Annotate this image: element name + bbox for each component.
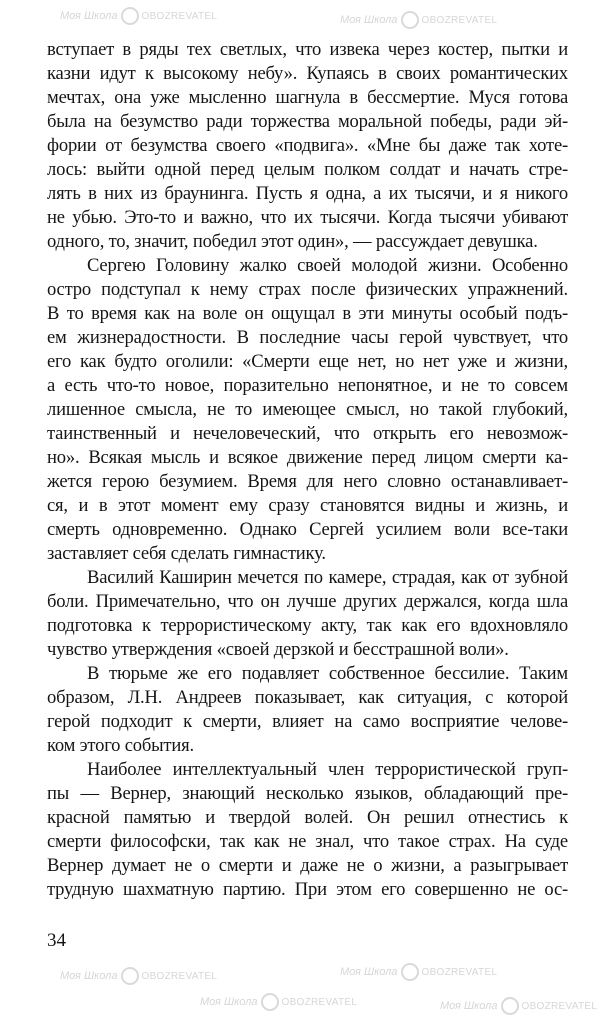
text-line: образом, Л.Н. Андреев показывает, как ситуация, с которой <box>47 687 568 708</box>
text-line: герой подходит к смерти, влияет на само восприятие челове- <box>47 711 568 732</box>
text-line: В то время как на воле он ощущал в эти минуты особый подъ- <box>47 303 568 324</box>
page-number: 34 <box>47 930 66 951</box>
text-line: была на безумство ради торжества моральной победы, ради эй- <box>47 111 568 132</box>
watermark-school-text: Моя Школа <box>340 14 398 26</box>
text-line: таинственный и нечеловеческий, что открыть его невозмож- <box>47 423 568 444</box>
text-line: вступает в ряды тех светлых, что извека через костер, пытки и <box>47 39 568 60</box>
text-line: а есть что-то новое, поразительно непонятное, и не то совсем <box>47 375 568 396</box>
watermark-brand-text: OBOZREVATEL <box>421 15 498 26</box>
watermark-school-text: Моя Школа <box>200 996 258 1008</box>
watermark-brand-text: OBOZREVATEL <box>141 11 218 22</box>
text-line: его как будто оголили: «Смерти еще нет, но нет уже и жизни, <box>47 351 568 372</box>
text-line: Василий Каширин мечется по камере, страдая, как от зубной <box>87 567 568 588</box>
watermark-brand-text: OBOZREVATEL <box>421 967 498 978</box>
watermark <box>440 996 597 1017</box>
text-line: ем жизнерадостности. В последние часы герой чувствует, что <box>47 327 568 348</box>
body-text <box>47 38 568 902</box>
text-line: смерть одновременно. Однако Сергей усилием воли все-таки <box>47 519 568 540</box>
watermark <box>340 962 497 983</box>
watermark <box>60 6 217 27</box>
text-line: трудную шахматную партию. При этом его совершенно не ос- <box>47 879 568 900</box>
text-line: пы — Вернер, знающий несколько языков, обладающий пре- <box>47 783 568 804</box>
watermark-school-text: Моя Школа <box>440 1000 498 1012</box>
watermark-brand-text: OBOZREVATEL <box>141 971 218 982</box>
text-line: фории от безумства своего «подвига». «Мне бы даже так хоте- <box>47 135 568 156</box>
watermark-logo-icon <box>501 997 519 1015</box>
watermark-brand-text: OBOZREVATEL <box>521 1001 598 1012</box>
text-line: лять в них из браунинга. Пусть я одна, а их тысячи, и я никого <box>47 183 568 204</box>
watermark-logo-icon <box>121 967 139 985</box>
text-line: но». Всякая мысль и всякое движение перед лицом смерти ка- <box>47 447 568 468</box>
text-line: смерти философски, так как не знал, что такое страх. На суде <box>47 831 568 852</box>
text-line: красной памятью и твердой волей. Он решил отнестись к <box>47 807 568 828</box>
watermark-logo-icon <box>121 7 139 25</box>
text-line: мечтах, она уже мысленно шагнула в бессмертие. Муся готова <box>47 87 568 108</box>
text-line: жется герою безумием. Время для него словно останавливает- <box>47 471 568 492</box>
text-line: остро подступал к нему страх после физических упражнений. <box>47 279 568 300</box>
text-line: ся, и в этот момент ему сразу становятся видны и жизнь, и <box>47 495 568 516</box>
text-line: подготовка к террористическому акту, так как его вдохновляло <box>47 615 568 636</box>
watermark-brand-text: OBOZREVATEL <box>281 997 358 1008</box>
watermark-logo-icon <box>401 963 419 981</box>
text-line: казни идут к высокому небу». Купаясь в своих романтических <box>47 63 568 84</box>
text-line: одного, то, значит, победил этот один», — рассуждает девушка. <box>47 231 538 252</box>
watermark-logo-icon <box>261 993 279 1011</box>
text-line: В тюрьме же его подавляет собственное бессилие. Таким <box>87 663 568 684</box>
text-line: заставляет себя сделать гимнастику. <box>47 543 326 564</box>
watermark-school-text: Моя Школа <box>60 10 118 22</box>
watermark-school-text: Моя Школа <box>60 970 118 982</box>
watermark-school-text: Моя Школа <box>340 966 398 978</box>
text-line: лишенное смысла, не то имеющее смысл, но такой глубокий, <box>47 399 568 420</box>
text-line: лось: выйти одной перед целым полком солдат и начать стре- <box>47 159 568 180</box>
watermark-logo-icon <box>401 11 419 29</box>
text-line: чувство утверждения «своей дерзкой и бесстрашной воли». <box>47 639 509 660</box>
text-line: Наиболее интеллектуальный член террористической груп- <box>87 759 568 780</box>
watermark <box>340 10 497 31</box>
watermark <box>60 966 217 987</box>
text-line: Вернер думает не о смерти и даже не о жизни, а разыгрывает <box>47 855 568 876</box>
text-line: Сергею Головину жалко своей молодой жизни. Особенно <box>87 255 568 276</box>
text-line: не убью. Это-то и важно, что их тысячи. Когда тысячи убивают <box>47 207 568 228</box>
text-line: боли. Примечательно, что он лучше других держался, когда шла <box>47 591 568 612</box>
watermark <box>200 992 357 1013</box>
text-line: ком этого события. <box>47 735 194 756</box>
